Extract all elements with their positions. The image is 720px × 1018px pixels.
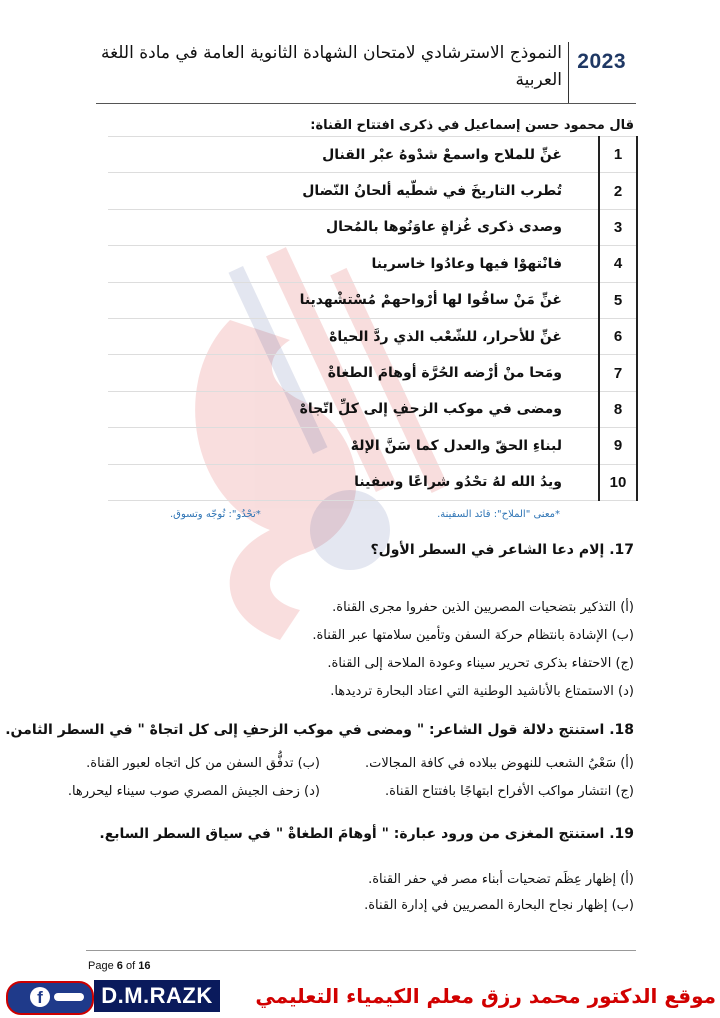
poem-verse: فانْتهوْا فيها وعادُوا خاسرينا xyxy=(108,246,599,282)
page-header xyxy=(96,40,636,102)
poem-row xyxy=(108,318,637,354)
poem-row xyxy=(108,173,637,209)
poem-line-number: 1 xyxy=(599,137,637,173)
exam-title: النموذج الاسترشادي لامتحان الشهادة الثانوية العامة في مادة اللغة العربية xyxy=(100,43,562,90)
question-18-option-b[interactable]: (ب) تدفُّق السفن من كل اتجاه لعبور القناة. xyxy=(86,756,320,771)
poem-line-number: 8 xyxy=(599,391,637,427)
poem-row xyxy=(108,137,637,173)
question-19-title: 19. استنتج المغزى من ورود عبارة: " أوهامَ الطغاةْ " في سياق السطر السابع. xyxy=(99,826,634,842)
page-current: 6 xyxy=(116,960,123,972)
poem-row xyxy=(108,246,637,282)
poem-verse: تُطرب التاريخَ في شطّيه ألحانُ النّضال xyxy=(108,173,599,209)
poem-line-number: 10 xyxy=(599,464,637,500)
header-divider xyxy=(568,42,569,104)
swoosh-icon xyxy=(54,993,84,1001)
facebook-icon: f xyxy=(30,987,50,1007)
poem-row xyxy=(108,391,637,427)
brand-logo[interactable]: D.M.RAZK xyxy=(94,980,220,1012)
poem-table xyxy=(108,136,638,501)
site-banner xyxy=(0,978,720,1018)
poem-row xyxy=(108,428,637,464)
question-17-title: 17. إلام دعا الشاعر في السطر الأول؟ xyxy=(370,542,634,558)
footnote-mallah: *معنى "الملاح": قائد السفينة. xyxy=(437,509,560,520)
poem-verse: لبناءِ الحقّ والعدل كما سَنَّ الإلهْ xyxy=(108,428,599,464)
poem-verse: وصدى ذكرى غُزاةٍ عاوَنُوها بالمُحال xyxy=(108,209,599,245)
poem-line-number: 2 xyxy=(599,173,637,209)
poem-row xyxy=(108,464,637,500)
poem-verse: غنِّ مَنْ ساقُوا لها أرْواحهمْ مُسْتشْهدينا xyxy=(108,282,599,318)
poem-verse: ومَحا منْ أرْضه الحُرَّة أوهامَ الطغاةْ xyxy=(108,355,599,391)
poem-verse: غنِّ للملاح واسمعْ شدْوهُ عبْر القنال xyxy=(108,137,599,173)
poem-row xyxy=(108,282,637,318)
poem-line-number: 7 xyxy=(599,355,637,391)
poem-line-number: 4 xyxy=(599,246,637,282)
question-18-option-c[interactable]: (ج) انتشار مواكب الأفراح ابتهاجًا بافتتاح القناة. xyxy=(384,784,634,799)
question-17-option-b[interactable]: (ب) الإشادة بانتظام حركة السفن وتأمين سلامتها عبر القناة. xyxy=(312,628,634,643)
poem-line-number: 5 xyxy=(599,282,637,318)
question-18-option-d[interactable]: (د) زحف الجيش المصري صوب سيناء ليحررها. xyxy=(67,784,320,799)
question-17-option-d[interactable]: (د) الاستمتاع بالأناشيد الوطنية التي اعتاد البحارة ترديدها. xyxy=(330,684,634,699)
question-17-option-c[interactable]: (ج) الاحتفاء بذكرى تحرير سيناء وعودة الملاحة إلى القناة. xyxy=(327,656,634,671)
exam-year: 2023 xyxy=(577,50,626,73)
poem-row xyxy=(108,209,637,245)
poem-line-number: 6 xyxy=(599,318,637,354)
facebook-link[interactable] xyxy=(6,981,94,1015)
page-total: 16 xyxy=(138,960,151,972)
page-number xyxy=(88,960,150,972)
site-name: موقع الدكتور محمد رزق معلم الكيمياء التعليمي xyxy=(255,984,716,1008)
poem-verse: ويدُ الله لهُ تحْدُو شراعًا وسفينا xyxy=(108,464,599,500)
header-rule xyxy=(96,103,636,104)
question-19-option-b[interactable]: (ب) إظهار نجاح البحارة المصريين في إدارة القناة. xyxy=(364,898,634,913)
poem-intro: قال محمود حسن إسماعيل في ذكرى افتتاح القناة: xyxy=(310,118,634,133)
question-17-option-a[interactable]: (أ) التذكير بتضحيات المصريين الذين حفروا مجرى القناة. xyxy=(332,600,634,615)
page-of-word: of xyxy=(125,960,136,972)
question-19-option-a[interactable]: (أ) إظهار عِظَم تضحيات أبناء مصر في حفر القناة. xyxy=(368,872,634,887)
poem-row xyxy=(108,355,637,391)
page-word: Page xyxy=(88,960,114,972)
question-18-title: 18. استنتج دلالة قول الشاعر: " ومضى في موكب الزحفِ إلى كل اتجاهْ " في السطر الثامن. xyxy=(5,722,634,738)
poem-verse: غنِّ للأحرار، للشّعْب الذي ردَّ الحياهْ xyxy=(108,318,599,354)
poem-verse: ومضى في موكب الزحفِ إلى كلِّ اتّجاهْ xyxy=(108,391,599,427)
question-18-option-a[interactable]: (أ) سَعْيُ الشعب للنهوض ببلاده في كافة المجالات. xyxy=(364,756,634,771)
poem-line-number: 3 xyxy=(599,209,637,245)
footnote-tahdu: *تحْدُو": تُوجّه وتسوق. xyxy=(170,509,261,520)
footer-rule xyxy=(86,950,636,951)
poem-line-number: 9 xyxy=(599,428,637,464)
